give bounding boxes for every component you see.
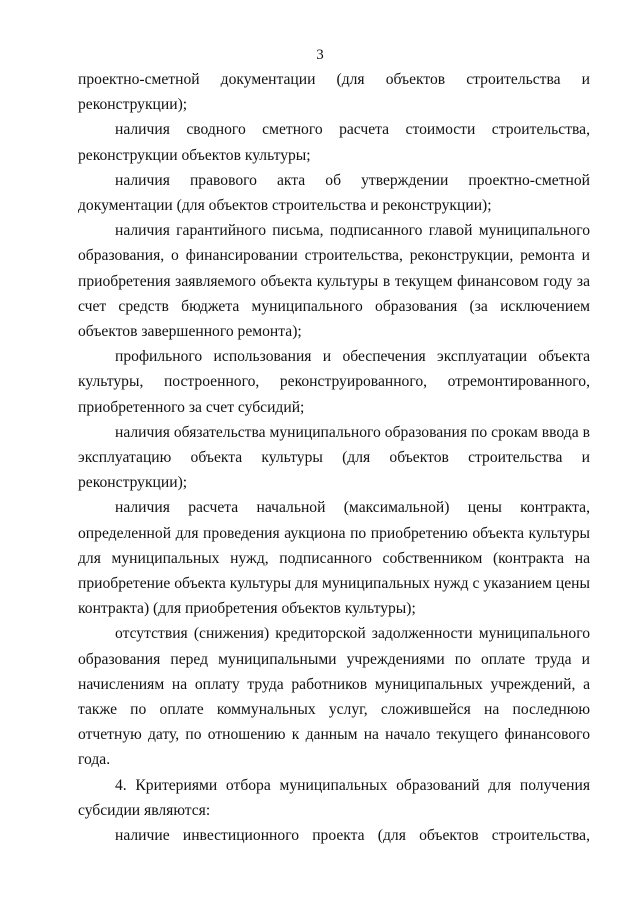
paragraph-price-calculation: наличия расчета начальной (максимальной) цены контракта, определенной для проведения аукциона по приобретению объекта культуры для муниципальных нужд, подписанного собственником (контракта на приобретение объекта культуры для муниципальных нужд с указанием цены контракта) (для приобретения объектов культуры); (78, 499, 590, 618)
paragraph-payables: отсутствия (снижения) кредиторской задолженности муниципального образования перед муниципальными учреждениями по оплате труда и начислениям на оплату труда работников муниципальных учреждений, а также по оплате коммунальных услуг, сложившейся на последнюю отчетную дату, по отношению к данным на начало текущего финансового года. (78, 625, 590, 769)
paragraph-guarantee-letter: наличия гарантийного письма, подписанного главой муниципального образования, о финансировании строительства, реконструкции, ремонта и приобретения заявляемого объекта культуры в текущем финансовом году за счет средств бюджета муниципального образования (за исключением объектов завершенного ремонта); (78, 222, 590, 341)
paragraph-legal-act: наличия правового акта об утверждении проектно-сметной документации (для объектов строительства и реконструкции); (78, 171, 590, 215)
document-body (78, 67, 590, 848)
paragraph-investment-project: наличие инвестиционного проекта (для объектов строительства, (115, 827, 590, 845)
paragraph-criteria-heading: 4. Критериями отбора муниципальных образований для получения субсидии являются: (78, 776, 590, 819)
paragraph-continuation: проектно-сметной документации (для объектов строительства и реконструкции); (78, 71, 590, 114)
paragraph-profile-use: профильного использования и обеспечения эксплуатации объекта культуры, построенного, реконструированного, отремонтированного, приобретенного за счет субсидий; (78, 348, 590, 416)
paragraph-commissioning-obligation: наличия обязательства муниципального образования по срокам ввода в эксплуатацию объекта культуры (для объектов строительства и реконструкции); (78, 423, 590, 492)
page-number: 3 (316, 47, 324, 63)
paragraph-summary-estimate: наличия сводного сметного расчета стоимости строительства, реконструкции объектов культуры; (78, 121, 590, 164)
